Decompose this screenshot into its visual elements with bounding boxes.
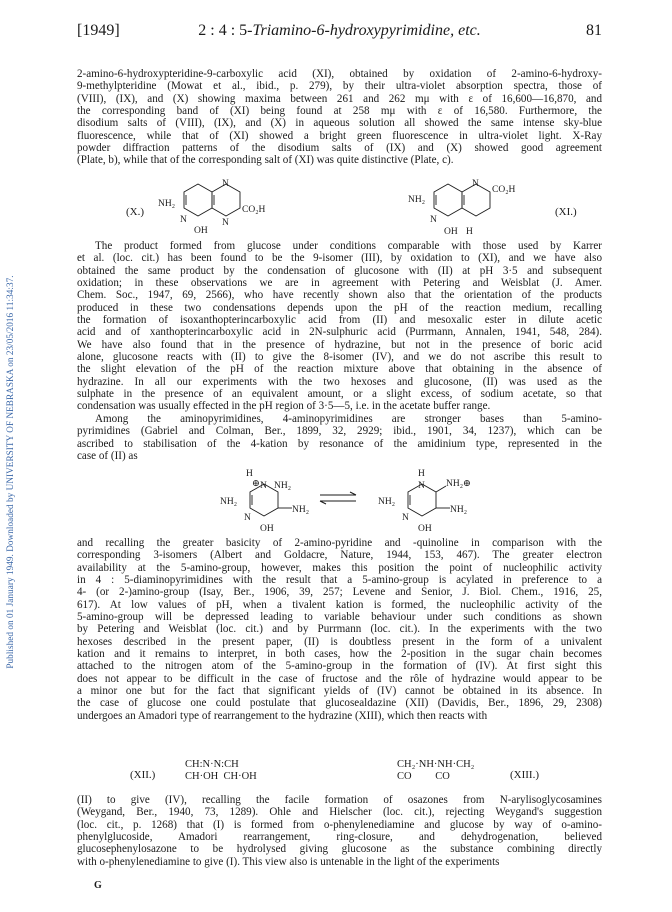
download-notice-text: Published on 01 January 1949. Downloaded by UNIVERSITY OF NEBRASKA on 23/05/2016 11:34:37. (5, 275, 15, 669)
nh2-text: NH₂ (274, 481, 292, 491)
formula-xiii-line2: CO CO (397, 770, 450, 782)
structure-x (150, 178, 290, 240)
oh-text: OH (418, 524, 432, 534)
n-text: N (180, 215, 187, 225)
text-line: 9-methylpteridine (Mowat et al., ibid., p. 279), by their ultra-violet absorption spectra, those of (77, 80, 602, 93)
n-text: N (418, 481, 425, 491)
signature-mark: G (94, 880, 102, 891)
text-line: The product formed from glucose under conditions comparable with those used by Karrer (95, 240, 602, 252)
h-text: H (466, 227, 473, 237)
header-title-num: 2 : 4 : 5- (198, 22, 253, 39)
structure-label-xi: (XI.) (555, 206, 577, 218)
co2h-text: CO₂H (242, 205, 266, 215)
text-line: oxidation; in these observations we are in agreement with Petering and Weisblat (J. Amer. (77, 277, 602, 290)
text-line: (Weygand, Ber., 1940, 73, 1289). Ohle and Hielscher (loc. cit.), rejecting Weygand's suggestion (77, 806, 602, 819)
text-line: does not appear to be difficult in the case of fructose and the rôle of hydrazine would appear to be (77, 672, 602, 685)
n-text: N (244, 513, 251, 523)
resonance-structure-left (220, 468, 320, 536)
download-notice (2, 92, 18, 852)
nh2-plus-text: NH₂⊕ (446, 479, 471, 489)
nh2-text: NH₂ (220, 497, 238, 507)
text-line: the corresponding band of (XI) being found at 258 mμ with ε of 16,580. Furthermore, the (77, 105, 602, 118)
formula-xii-line1: CH:N·N:CH (185, 759, 239, 770)
formula-xiii-line1: CH₂·NH·NH·CH₂ (397, 759, 475, 770)
text-line: the case of glucose one could postulate that glucosealdazine (XII) (Davidis, Ber., 1896, 29, 2308) (77, 697, 602, 710)
text-line: undergoes an Amadori type of rearrangement to the hydrazine (XIII), which then reacts with (77, 709, 488, 722)
structure-label-x: (X.) (126, 206, 145, 218)
text-line: Among the aminopyrimidines, 4-aminopyrimidines are stronger bases than 5-amino- (95, 413, 602, 425)
text-line: ascribed to stabilisation of the 4-kation by resonance of the amidinium type, represented in the (77, 437, 602, 450)
n-text: N (222, 218, 229, 228)
text-line: obtained the same product by the condensation of glucosone with (II) at pH 3·5 and subsequent (77, 264, 602, 277)
text-line: case of (II) as (77, 450, 138, 463)
text-line: We have also found that in the presence of hydrazine, but not in the presence of boric acid (77, 338, 602, 351)
nh2-text: NH₂ (408, 195, 426, 205)
text-line: sulphate in the presence of an equivalent amount, or a slight excess, of sodium acetate, so that (77, 388, 602, 401)
text-line: hydrazine. In all our experiments with the two hexoses and glucosone, (II) was used as the (77, 375, 602, 388)
text-line: glucosephenylosazone to be hydrolysed giving glucosone as the substance combining directly (77, 843, 602, 856)
running-header (77, 22, 602, 46)
n-text: N (260, 481, 267, 491)
text-line: and recalling the greater basicity of 2-amino-pyridine and -quinoline in comparison with the (77, 537, 602, 549)
n-text: N (472, 179, 479, 189)
text-line: (Plate, b), while that of the corresponding salt of (XI) was quite distinctive (Plate, c). (77, 154, 454, 167)
paragraph-1 (77, 68, 602, 167)
structure-label-xiii: (XIII.) (510, 769, 540, 781)
structure-xi (400, 178, 540, 240)
text-line: (loc. cit., p. 1268) that (I) is formed from o-phenylenediamine and glucose by way of o-amino- (77, 818, 602, 831)
text-line: acid and of xanthopterincarboxylic acid in 2N-sulphuric acid (Purrmann, Annalen, 1941, 548, 284). (77, 326, 602, 339)
nh2-text: NH₂ (292, 505, 310, 515)
text-line: 617). At low values of pH, when a tivalent kation is formed, the nucleophilic activity of the (77, 598, 602, 611)
text-line: pyrimidines (Gabriel and Colman, Ber., 1899, 32, 2929; ibid., 1901, 34, 1237), which can be (77, 425, 602, 438)
header-year: [1949] (77, 22, 120, 39)
oh-text: OH (194, 226, 208, 236)
paragraph-5 (77, 794, 602, 868)
text-line: condensation was usually effected in the pH region of 3·5—5, i.e. in the acetate buffer range. (77, 400, 491, 413)
h-text: H (246, 469, 253, 479)
text-line: a minor one but for the fact that significant yields of (IV) cannot be obtained in its absence. In (77, 685, 602, 698)
n-text: N (222, 179, 229, 189)
text-line: with o-phenylenediamine to give (I). This view also is untenable in the light of the experiments (77, 855, 500, 868)
text-line: the slight elevation of the pH of the reaction mixture above that obtaining in the absence of (77, 363, 602, 376)
text-line: produced in these two condensations depends upon the pH of the reaction medium, recalling (77, 301, 602, 314)
formula-xiii (397, 759, 474, 782)
formula-xii (185, 759, 257, 782)
text-line: (II) to give (IV), recalling the facile formation of osazones from N-arylisoglycosamines (77, 794, 602, 806)
text-line: 4- (or 2-)amino-group (Isay, Ber., 1906, 39, 257; Levene and Senior, J. Biol. Chem., 1916, 25, (77, 586, 602, 599)
text-line: alone, glucosone reacts with (II) to give the 8-isomer (IV), and we do not ascribe this result to (77, 351, 602, 364)
text-line: disodium salts of (VIII), (IX), and (X) in aqueous solution all showed the same intense sky-blue (77, 117, 602, 130)
text-line: powder diffraction patterns of the disodium salts of (IX) and (X) showed good agreement (77, 142, 602, 155)
text-line: in 4 : 5-diaminopyrimidines with the result that a 5-amino-group is acylated in preference to a (77, 574, 602, 587)
text-line: kation and it remains to interpret, in both cases, how the 2-position in the sugar chain becomes (77, 648, 602, 661)
text-line: hexoses described in the present paper, (II) is doubtless present in the form of a univalent (77, 635, 602, 648)
text-line: by Petering and Weisblat (loc. cit.) and by Purrmann (loc. cit.). In the experiments with the two (77, 623, 602, 636)
text-line: 5-amino-group will be depressed leading to variable behaviour under such conditions as shown (77, 611, 602, 624)
oh-text: OH (260, 524, 274, 534)
n-text: N (402, 513, 409, 523)
structure-label-xii: (XII.) (130, 769, 156, 781)
paragraph-3 (77, 413, 602, 462)
text-line: et al. (loc. cit.) has been found to be the 9-isomer (III), by oxidation to (XI), and we have also (77, 252, 602, 265)
text-line: phenylglucoside, Amadori rearrangement, ring-closure, and dehydrogenation, believed (77, 831, 602, 844)
header-title-rest: Triamino-6-hydroxypyrimidine, etc. (252, 22, 481, 39)
text-line: corresponding 3-isomers (Albert and Goldacre, Nature, 1944, 153, 467). The greater electron (77, 549, 602, 562)
text-line: Chem. Soc., 1947, 69, 2566), who have recently shown also that the orientation of the products (77, 289, 602, 302)
plus-text: ⊕ (252, 479, 260, 489)
h-text: H (418, 469, 425, 479)
n-text: N (430, 215, 437, 225)
text-line: attached to the nitrogen atom of the 5-amino-group in the formation of (IV). At first sight this (77, 660, 602, 673)
formula-xii-line2: CH·OH CH·OH (185, 770, 257, 782)
text-line: fluorescence, while that of (XI) showed a bright green fluorescence in ultra-violet light. X-Ray (77, 129, 602, 142)
co2h-text: CO₂H (492, 185, 516, 195)
text-line: 2-amino-6-hydroxypteridine-9-carboxylic acid (XI), obtained by oxidation of 2-amino-6-hydroxy- (77, 68, 602, 80)
resonance-structure-right (378, 468, 488, 536)
page-number: 81 (586, 22, 602, 39)
oh-text: OH (444, 227, 458, 237)
text-line: the formation of isoxanthopterincarboxylic acid from (II) and mesoxalic ester in dilute acetic (77, 314, 602, 327)
equilibrium-arrow (318, 490, 358, 506)
header-title (77, 22, 602, 40)
nh2-text: NH₂ (450, 505, 468, 515)
paragraph-4 (77, 537, 602, 722)
paragraph-2 (77, 240, 602, 413)
text-line: availability at the 5-amino-group, however, makes this position the point of nucleophilic activity (77, 561, 602, 574)
nh2-text: NH₂ (378, 497, 396, 507)
text-line: (VIII), (IX), and (X) showing maxima between 261 and 262 mμ with ε of 16,600—16,870, and (77, 92, 602, 105)
nh2-text: NH₂ (158, 199, 176, 209)
